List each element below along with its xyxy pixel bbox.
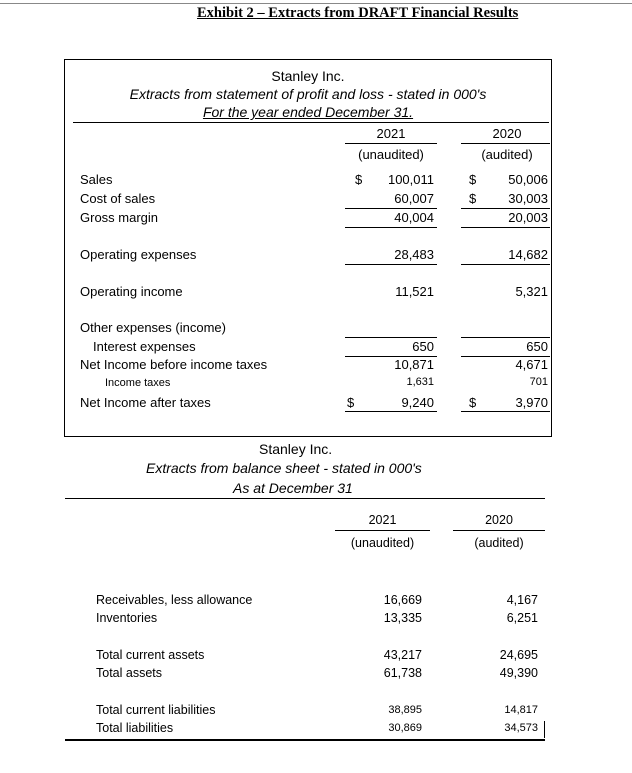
pl-opex-rule-2020 [461,264,550,265]
bs-header-rule [65,498,545,499]
pl-opex-rule-2021 [345,264,437,265]
bs-receivables-2020: 4,167 [506,593,538,607]
bs-col-2020-year: 2020 [485,513,513,527]
bs-subtitle: Extracts from balance sheet - stated in 000's [146,460,422,476]
pl-label-gross-margin: Gross margin [80,210,159,225]
pl-currency-ni-2021: $ [347,395,355,410]
pl-label-net-income-before-tax: Net Income before income taxes [80,357,268,372]
pl-interest-top-rule-2020 [461,337,550,338]
pl-cos-rule-2020 [461,208,550,209]
pl-label-operating-expenses: Operating expenses [80,247,197,262]
pl-sales-2020: 50,006 [508,172,548,187]
bs-bottom-rule [65,739,545,741]
pl-period: For the year ended December 31. [202,104,414,120]
pl-col-2020-year: 2020 [492,126,522,141]
pl-sales-2021: 100,011 [387,172,434,187]
pl-interest-top-rule-2021 [345,337,437,338]
bs-total-assets-2020: 49,390 [499,666,538,680]
pl-gross-margin-2021: 40,004 [394,210,434,225]
bs-inventories-2021: 13,335 [383,611,422,625]
pl-col-2020-rule [461,143,550,144]
pl-label-other-expenses: Other expenses (income) [80,320,226,335]
bs-total-current-assets-2021: 43,217 [383,648,422,662]
pl-label-operating-income: Operating income [80,284,183,299]
pl-operating-income-2021: 11,521 [395,284,434,299]
pl-label-income-taxes: Income taxes [105,377,171,389]
pl-col-2021-rule [345,143,437,144]
pl-col-2021-year: 2021 [376,126,406,141]
pl-ni-rule-2020 [461,411,550,412]
bs-label-inventories: Inventories [96,611,158,625]
pl-ni-rule-2021 [345,411,437,412]
pl-company: Stanley Inc. [271,68,345,84]
pl-operating-expenses-2020: 14,682 [508,247,548,262]
pl-cos-rule-2021 [345,208,437,209]
pl-currency-sales-2020: $ [469,172,477,187]
pl-net-income-after-tax-2020: 3,970 [515,395,548,410]
pl-col-2020-status: (audited) [481,147,533,162]
bs-col-2021-status: (unaudited) [350,536,415,550]
bs-col-2020-rule [453,530,545,531]
bs-total-liabilities-2021: 30,869 [388,722,422,734]
pl-gm-rule-2020 [461,227,550,228]
pl-col-2021-status: (unaudited) [358,147,424,162]
pl-currency-ni-2020: $ [469,395,477,410]
pl-cost-of-sales-2020: 30,003 [508,191,548,206]
bs-receivables-2021: 16,669 [383,593,422,607]
bs-col-2021-rule [335,530,430,531]
pl-gm-rule-2021 [345,227,437,228]
bs-label-total-assets: Total assets [96,666,163,680]
pl-label-sales: Sales [80,172,113,187]
pl-header-rule [73,122,549,123]
pl-label-net-income-after-tax: Net Income after taxes [80,395,211,410]
pl-label-cost-of-sales: Cost of sales [80,191,156,206]
pl-subtitle: Extracts from statement of profit and loss - stated in 000's [129,86,487,102]
pl-cost-of-sales-2021: 60,007 [394,191,434,206]
bs-col-2020-status: (audited) [474,536,524,550]
bs-period: As at December 31 [233,480,353,496]
pl-operating-income-2020: 5,321 [515,284,548,299]
pl-income-taxes-2020: 701 [529,376,548,388]
pl-interest-expenses-2020: 650 [526,339,548,354]
bs-total-liabilities-2020: 34,573 [504,722,538,734]
bs-right-tick [544,721,545,738]
bs-total-current-assets-2020: 24,695 [499,648,538,662]
pl-net-income-before-tax-2020: 4,671 [515,357,548,372]
pl-currency-cos-2020: $ [469,191,477,206]
pl-currency-sales-2021: $ [355,172,363,187]
bs-total-assets-2021: 61,738 [383,666,422,680]
bs-col-2021-year: 2021 [368,513,397,527]
pl-net-income-after-tax-2021: 9,240 [401,395,434,410]
bs-label-total-liabilities: Total liabilities [96,721,174,735]
exhibit-title: Exhibit 2 – Extracts from DRAFT Financial Results [197,5,519,21]
bs-label-total-current-assets: Total current assets [96,648,205,662]
bs-total-current-liabilities-2021: 38,895 [388,704,422,716]
pl-income-taxes-2021: 1,631 [406,376,434,388]
pl-gross-margin-2020: 20,003 [508,210,548,225]
pl-operating-expenses-2021: 28,483 [394,247,434,262]
bs-label-receivables: Receivables, less allowance [96,593,253,607]
pl-net-income-before-tax-2021: 10,871 [394,357,434,372]
bs-inventories-2020: 6,251 [506,611,538,625]
bs-total-current-liabilities-2020: 14,817 [504,704,538,716]
bs-label-total-current-liabilities: Total current liabilities [96,703,216,717]
bs-company: Stanley Inc. [259,441,333,457]
pl-interest-expenses-2021: 650 [412,339,434,354]
pl-label-interest-expenses: Interest expenses [93,339,196,354]
page-top-rule [0,3,632,4]
